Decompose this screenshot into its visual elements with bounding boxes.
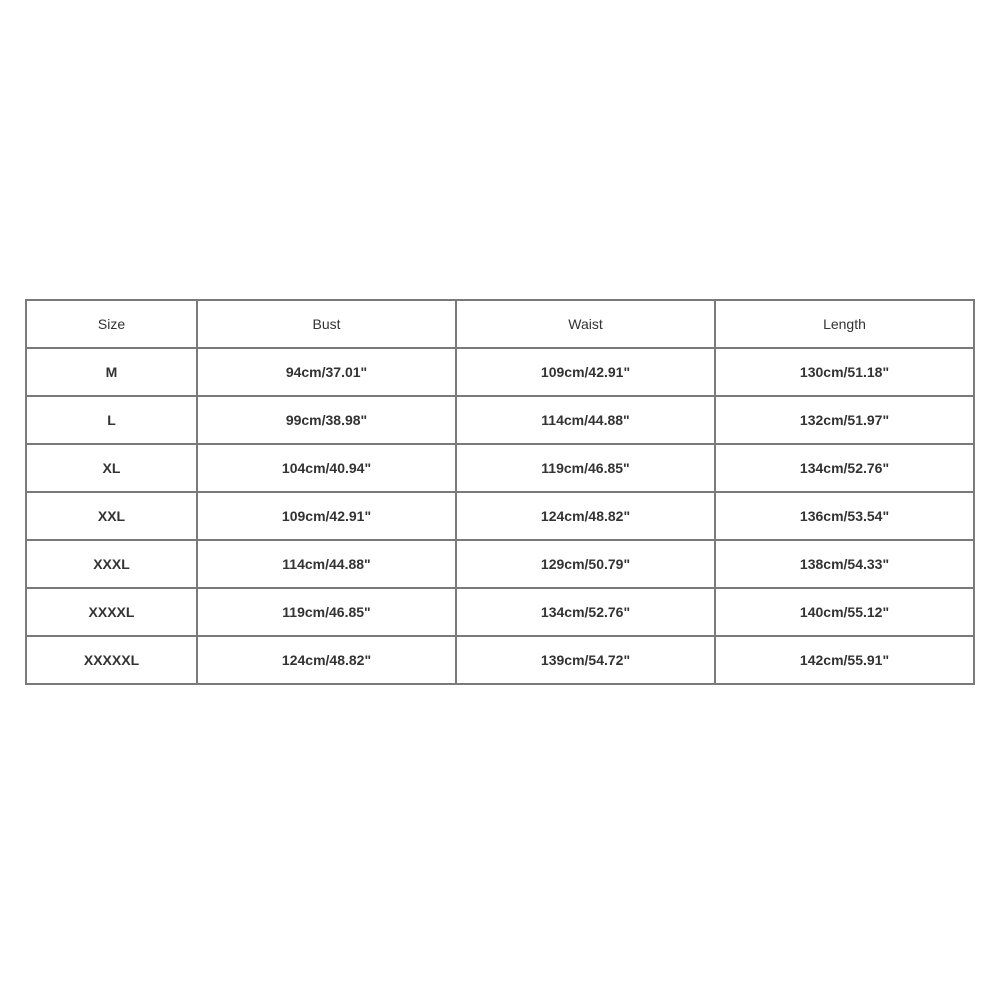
cell-length: 142cm/55.91" xyxy=(715,636,974,684)
cell-waist: 109cm/42.91" xyxy=(456,348,715,396)
table-row xyxy=(26,588,974,636)
cell-waist: 129cm/50.79" xyxy=(456,540,715,588)
table-row xyxy=(26,492,974,540)
header-bust: Bust xyxy=(197,300,456,348)
cell-length: 130cm/51.18" xyxy=(715,348,974,396)
cell-waist: 139cm/54.72" xyxy=(456,636,715,684)
cell-bust: 124cm/48.82" xyxy=(197,636,456,684)
cell-size: XL xyxy=(26,444,197,492)
cell-bust: 109cm/42.91" xyxy=(197,492,456,540)
cell-length: 140cm/55.12" xyxy=(715,588,974,636)
cell-size: XXXXL xyxy=(26,588,197,636)
cell-size: M xyxy=(26,348,197,396)
header-waist: Waist xyxy=(456,300,715,348)
cell-waist: 114cm/44.88" xyxy=(456,396,715,444)
cell-size: XXXXXL xyxy=(26,636,197,684)
cell-size: L xyxy=(26,396,197,444)
table-header xyxy=(26,300,974,348)
header-size: Size xyxy=(26,300,197,348)
header-length: Length xyxy=(715,300,974,348)
cell-waist: 134cm/52.76" xyxy=(456,588,715,636)
header-row xyxy=(26,300,974,348)
table-body xyxy=(26,348,974,684)
cell-length: 132cm/51.97" xyxy=(715,396,974,444)
cell-size: XXXL xyxy=(26,540,197,588)
cell-length: 134cm/52.76" xyxy=(715,444,974,492)
cell-bust: 119cm/46.85" xyxy=(197,588,456,636)
cell-length: 138cm/54.33" xyxy=(715,540,974,588)
cell-waist: 119cm/46.85" xyxy=(456,444,715,492)
cell-bust: 94cm/37.01" xyxy=(197,348,456,396)
cell-size: XXL xyxy=(26,492,197,540)
cell-length: 136cm/53.54" xyxy=(715,492,974,540)
table-row xyxy=(26,396,974,444)
cell-bust: 114cm/44.88" xyxy=(197,540,456,588)
cell-waist: 124cm/48.82" xyxy=(456,492,715,540)
table-row xyxy=(26,348,974,396)
table-row xyxy=(26,540,974,588)
cell-bust: 104cm/40.94" xyxy=(197,444,456,492)
table-row xyxy=(26,636,974,684)
table-row xyxy=(26,444,974,492)
size-chart-table xyxy=(25,299,975,685)
cell-bust: 99cm/38.98" xyxy=(197,396,456,444)
